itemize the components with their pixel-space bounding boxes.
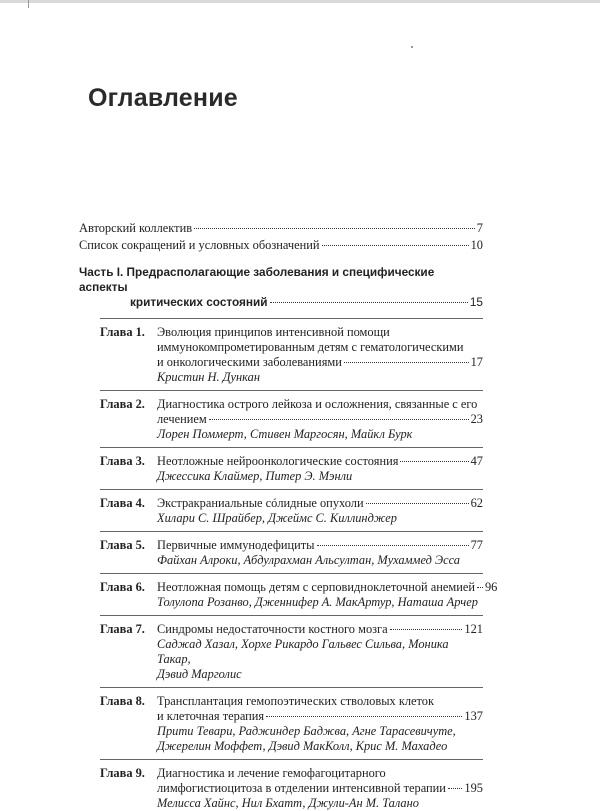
chapter-label: Глава 2. — [100, 397, 145, 411]
toc-page-number: 7 — [476, 221, 483, 235]
chapter-label: Глава 6. — [100, 580, 145, 594]
dot-leader — [448, 788, 462, 789]
toc-page-number: 137 — [464, 709, 483, 723]
chapter-label: Глава 9. — [100, 766, 145, 780]
toc-page-number: 62 — [470, 496, 483, 510]
toc-chapter-entry[interactable] — [100, 454, 483, 484]
toc-page-number: 195 — [464, 781, 483, 795]
print-dot — [411, 46, 413, 48]
toc-chapter-entry[interactable] — [100, 580, 498, 610]
chapter-divider — [100, 531, 483, 532]
toc-entry-title: Список сокращений и условных обозначений — [79, 238, 320, 252]
chapter-authors: Джессика Клаймер, Питер Э. Мэнли — [157, 469, 353, 483]
page-title: Оглавление — [88, 84, 238, 112]
chapter-authors: Мелисса Хайнс, Нил Бхатт, Джули-Ан М. Талано — [157, 796, 419, 810]
chapter-title-line: Трансплантация гемопоэтических стволовых клеток — [157, 694, 434, 708]
chapter-title-line: Диагностика и лечение гемофагоцитарного — [157, 766, 386, 780]
chapter-title-line: Эволюция принципов интенсивной помощи — [157, 325, 390, 339]
toc-chapter-entry[interactable] — [100, 694, 483, 754]
toc-page-number: 15 — [469, 295, 483, 309]
dot-leader — [209, 419, 469, 420]
toc-page-number: 47 — [470, 454, 483, 468]
part-title-line: Часть I. Предрасполагающие заболевания и специфические аспекты — [79, 265, 435, 294]
toc-entry-abbreviations[interactable] — [79, 238, 483, 253]
toc-part-heading[interactable] — [79, 265, 483, 310]
chapter-title-line: Синдромы недостаточности костного мозга — [157, 622, 388, 636]
chapter-authors: Дэвид Марголис — [157, 667, 242, 681]
chapter-title-line: Диагностика острого лейкоза и осложнения, связанные с его — [157, 397, 478, 411]
corner-mark — [28, 0, 29, 8]
toc-chapter-entry[interactable] — [100, 538, 483, 568]
dot-leader — [400, 461, 468, 462]
toc-chapter-entry[interactable] — [100, 397, 483, 442]
page-top-edge — [0, 0, 600, 3]
toc-page-number: 23 — [470, 412, 483, 426]
part-title-line: критических состояний — [130, 295, 268, 309]
chapter-label: Глава 3. — [100, 454, 145, 468]
dot-leader — [266, 716, 462, 717]
dot-leader — [477, 587, 483, 588]
chapter-title-line: лимфогистиоцитоза в отделении интенсивной терапии — [157, 781, 446, 795]
toc-entry-title: Авторский коллектив — [79, 221, 193, 235]
toc-chapter-entry[interactable] — [100, 622, 483, 682]
chapter-authors: Лорен Поммерт, Стивен Маргосян, Майкл Бурк — [157, 427, 413, 441]
chapter-divider — [100, 447, 483, 448]
toc-chapter-entry[interactable] — [100, 496, 483, 526]
toc-page-number: 77 — [470, 538, 483, 552]
chapter-divider — [100, 390, 483, 391]
chapter-label: Глава 7. — [100, 622, 145, 636]
chapter-divider — [100, 318, 483, 319]
chapter-authors: Саджад Хазал, Хорхе Рикардо Гальвес Сильва, Моника Такар, — [157, 637, 449, 666]
chapter-title-line: Первичные иммунодефициты — [157, 538, 315, 552]
chapter-title-line: Экстракраниальные сóлидные опухоли — [157, 496, 364, 510]
dot-leader — [390, 629, 463, 630]
chapter-divider — [100, 489, 483, 490]
chapter-label: Глава 1. — [100, 325, 145, 339]
chapter-authors: Толулопа Розанво, Дженнифер А. МакАртур, Наташа Арчер — [157, 595, 478, 609]
chapter-label: Глава 4. — [100, 496, 145, 510]
chapter-divider — [100, 573, 483, 574]
chapter-title-line: Неотложные нейроонкологические состояния — [157, 454, 399, 468]
chapter-title-line: Неотложная помощь детям с серповидноклеточной анемией — [157, 580, 475, 594]
chapter-label: Глава 5. — [100, 538, 145, 552]
chapter-divider — [100, 687, 483, 688]
toc-entry-authors[interactable] — [79, 221, 483, 236]
toc-chapter-entry[interactable] — [100, 325, 483, 385]
chapter-label: Глава 8. — [100, 694, 145, 708]
chapter-title-line: и онкологическими заболеваниями — [157, 355, 342, 369]
table-of-contents — [79, 221, 498, 811]
toc-page-number: 17 — [470, 355, 483, 369]
dot-leader — [317, 545, 469, 546]
dot-leader — [194, 228, 475, 229]
chapter-authors: Прити Тевари, Раджиндер Баджва, Агне Тарасевичуте, — [157, 724, 456, 738]
chapter-list — [79, 318, 498, 811]
chapter-authors: Джерелин Моффет, Дэвид МакКолл, Крис М. Махадео — [157, 739, 448, 753]
chapter-title-line: и клеточная терапия — [157, 709, 265, 723]
chapter-authors: Хилари С. Шрайбер, Джеймс С. Киллинджер — [157, 511, 397, 525]
toc-page-number: 96 — [484, 580, 498, 594]
chapter-title-line: лечением — [157, 412, 207, 426]
chapter-divider — [100, 615, 483, 616]
toc-page-number: 10 — [470, 238, 483, 252]
dot-leader — [270, 302, 468, 303]
toc-chapter-entry[interactable] — [100, 766, 483, 811]
chapter-divider — [100, 759, 483, 760]
chapter-title-line: иммунокомпрометированным детям с гематологическими — [157, 340, 464, 354]
chapter-authors: Файхан Алроки, Абдулрахман Альсултан, Мухаммед Эсса — [157, 553, 460, 567]
chapter-authors: Кристин Н. Дункан — [157, 370, 261, 384]
dot-leader — [344, 362, 469, 363]
dot-leader — [366, 503, 469, 504]
dot-leader — [322, 245, 469, 246]
toc-page-number: 121 — [464, 622, 483, 636]
